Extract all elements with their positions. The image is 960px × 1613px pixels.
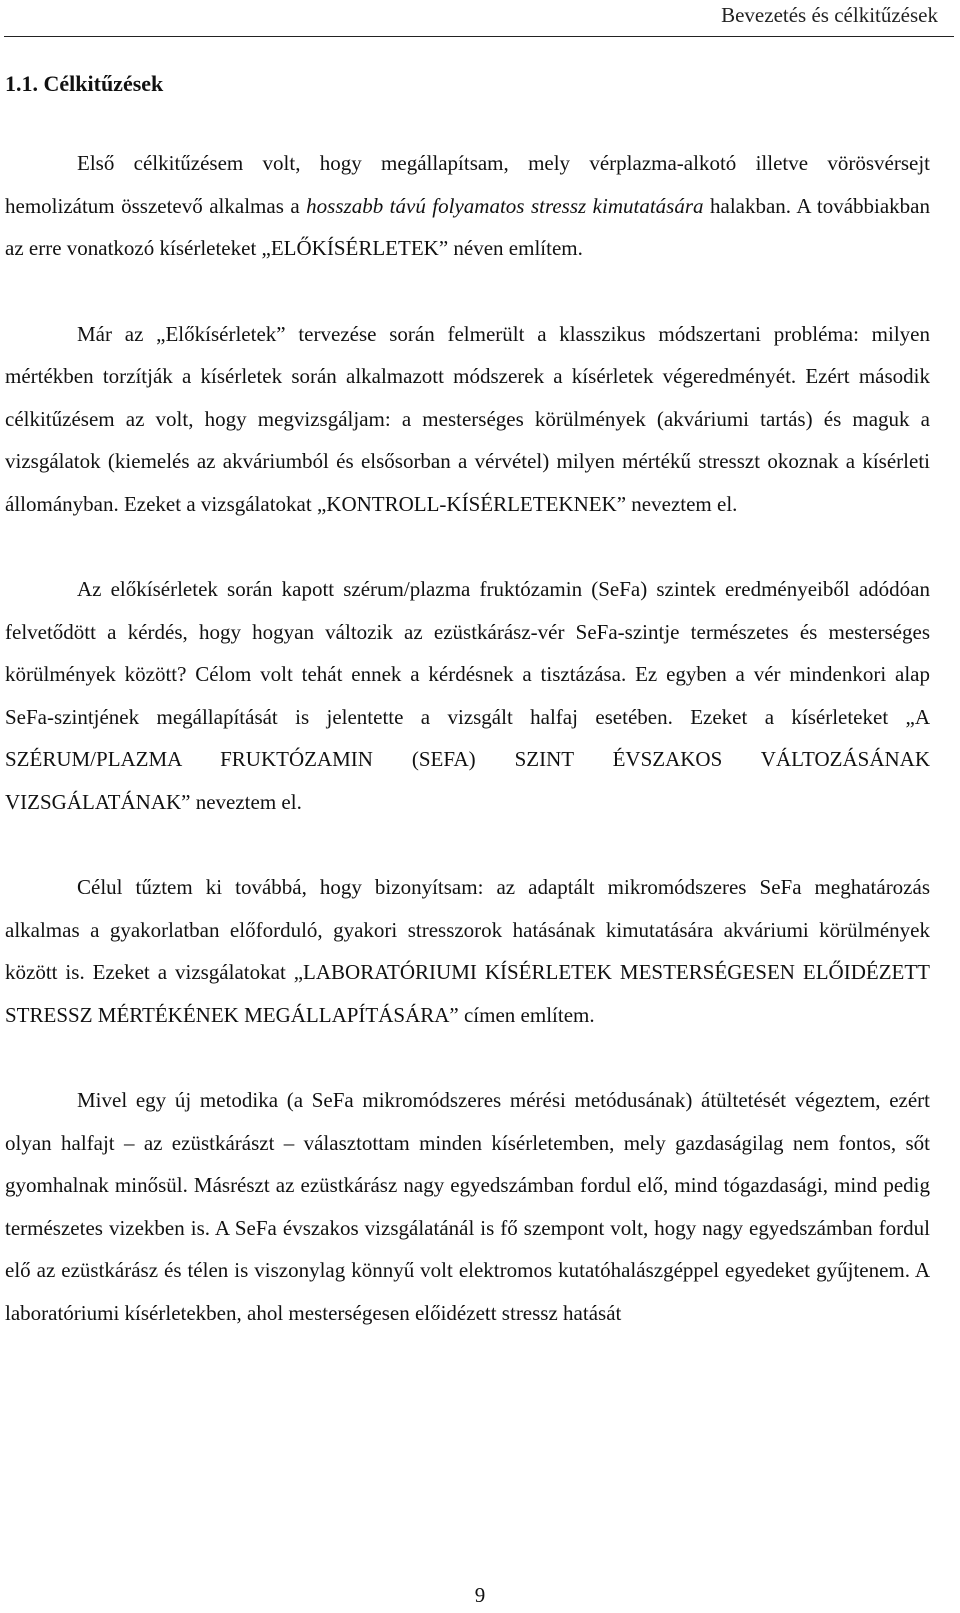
body-text xyxy=(5,142,930,1377)
paragraph-4: Célul tűztem ki továbbá, hogy bizonyítsam: az adaptált mikromódszeres SeFa meghatározás alkalmas a gyakorlatban előforduló, gyakori stresszorok hatásának kimutatására akváriumi körülmények között is. Ezeket a vizsgálatokat „LABORATÓRIUMI KÍSÉRLETEK MESTERSÉGESEN ELŐIDÉZETT STRESSZ MÉRTÉKÉNEK MEGÁLLAPÍTÁSÁRA” címen említem. xyxy=(5,875,930,1027)
running-header: Bevezetés és célkitűzések xyxy=(721,3,938,27)
page-number: 9 xyxy=(474,1583,486,1607)
paragraph-1-text-c: halakban. A továbbiakban az erre vonatkozó kísérleteket „ELŐKÍSÉRLETEK” néven említem. xyxy=(5,193,930,260)
paragraph-1-text-a: Első célkitűzésem volt, hogy megállapítsam, mely vérplazma-alkotó illetve vörösvérsejt hemolizátum összetevő alkalmas a xyxy=(5,151,930,218)
paragraph-1-italic-text: hosszabb távú folyamatos stressz kimutatására xyxy=(306,193,704,218)
paragraph-5: Mivel egy új metodika (a SeFa mikromódszeres mérési metódusának) átültetését végeztem, ezért olyan halfajt – az ezüstkárászt – választottam minden kísérletemben, mely gazdaságilag nem fontos, sőt gyomhalnak minősül. Másrészt az ezüstkárász nagy egyedszámban fordul elő, mind tógazdasági, mind pedig természetes vizekben is. A SeFa évszakos vizsgálatánál is fő szempont volt, hogy nagy egyedszámban fordul elő az ezüstkárász és télen is viszonylag könnyű volt elektromos kutatóhalászgéppel egyedeket gyűjtenem. A laboratóriumi kísérletekben, ahol mesterségesen előidézett stressz hatását xyxy=(5,1088,930,1325)
paragraph-2: Már az „Előkísérletek” tervezése során felmerült a klasszikus módszertani probléma: milyen mértékben torzítják a kísérletek során alkalmazott módszerek a kísérletek végeredményét. Ezért második célkitűzésem az volt, hogy megvizsgáljam: a mesterséges körülmények (akváriumi tartás) és maguk a vizsgálatok (kiemelés az akváriumból és elsősorban a vérvétel) milyen mértékű stresszt okoznak a kísérleti állományban. Ezeket a vizsgálatokat „KONTROLL-KÍSÉRLETEKNEK” neveztem el. xyxy=(5,321,930,516)
header-divider xyxy=(4,36,954,37)
section-title: 1.1. Célkitűzések xyxy=(5,71,164,96)
paragraph-1 xyxy=(5,142,930,270)
paragraph-3: Az előkísérletek során kapott szérum/plazma fruktózamin (SeFa) szintek eredményeiből adódóan felvetődött a kérdés, hogy hogyan változik az ezüstkárász-vér SeFa-szintje természetes és mesterséges körülmények között? Célom volt tehát ennek a kérdésnek a tisztázása. Ez egyben a vér mindenkori alap SeFa-szintjének megállapítását is jelentette a vizsgált halfaj esetében. Ezeket a kísérleteket „A SZÉRUM/PLAZMA FRUKTÓZAMIN (SEFA) SZINT ÉVSZAKOS VÁLTOZÁSÁNAK VIZSGÁLATÁNAK” neveztem el. xyxy=(5,577,930,814)
